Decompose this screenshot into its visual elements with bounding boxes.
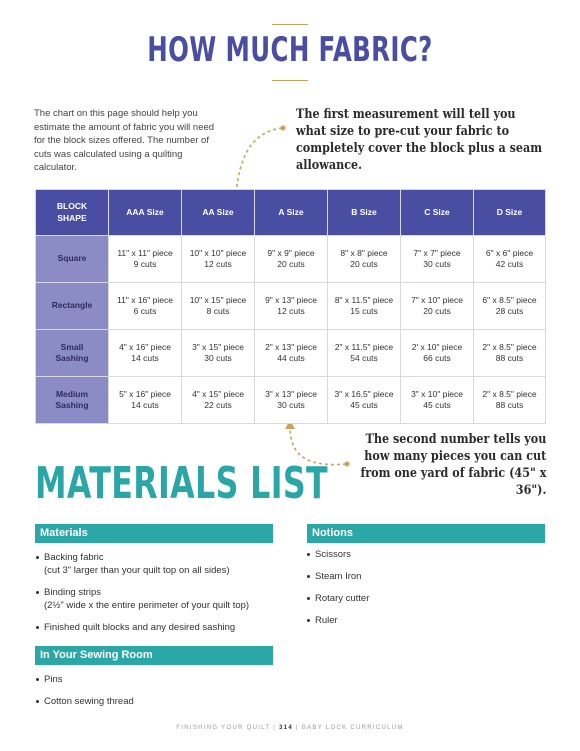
- cell-cuts: 8 cuts: [206, 306, 230, 316]
- cell-size: 11" x 11" piece: [117, 247, 173, 258]
- cell-cuts: 12 cuts: [277, 306, 305, 316]
- cell-size: 6" x 8.5" piece: [482, 294, 537, 305]
- table-cell: [328, 236, 401, 283]
- table-cell: [328, 377, 401, 424]
- cell-size: 10" x 10" piece: [189, 247, 247, 258]
- header-d-size: D Size: [474, 190, 546, 236]
- cell-size: 4" x 15" piece: [192, 388, 244, 399]
- cell-size: 11" x 16" piece: [117, 294, 173, 305]
- cell-size: 2" x 11.5" piece: [334, 341, 394, 352]
- table-cell: [255, 236, 328, 283]
- table-row: [36, 236, 546, 283]
- cell-cuts: 30 cuts: [204, 353, 232, 363]
- list-item: Scissors: [307, 548, 507, 561]
- table-row: [36, 330, 546, 377]
- table-cell: [401, 283, 474, 330]
- cell-cuts: 45 cuts: [423, 400, 451, 410]
- footer-curriculum: BABY LOCK CURRICULUM: [301, 725, 404, 731]
- notions-list: [307, 548, 507, 636]
- cell-size: 8" x 8" piece: [340, 247, 388, 258]
- cell-size: 2' x 10" piece: [411, 341, 463, 352]
- header-aa-size: AA Size: [182, 190, 255, 236]
- list-item: Ruler: [307, 614, 507, 627]
- table-cell: [474, 377, 546, 424]
- table-cell: [474, 283, 546, 330]
- arrow-bottom-dot: [345, 462, 350, 467]
- sewing-room-list: [36, 673, 276, 717]
- page-footer: FINISHING YOUR QUILT | 314 | BABY LOCK CURRICULUM: [176, 725, 404, 731]
- table-header-row: [36, 190, 546, 236]
- cell-size: 2" x 8.5" piece: [482, 388, 537, 399]
- cell-cuts: 20 cuts: [277, 259, 305, 269]
- header-block-shape: BLOCK SHAPE: [36, 190, 109, 236]
- materials-list-title: MATERIALS LIST: [35, 458, 329, 509]
- table-cell: [255, 283, 328, 330]
- cell-size: 7" x 7" piece: [413, 247, 461, 258]
- cell-size: 10" x 15" piece: [189, 294, 247, 305]
- header-b-size: B Size: [328, 190, 401, 236]
- cell-size: 3" x 16.5" piece: [334, 388, 394, 399]
- cell-cuts: 42 cuts: [495, 259, 524, 269]
- table-cell: [109, 283, 182, 330]
- notions-heading: Notions: [307, 524, 545, 543]
- header-a-size: A Size: [255, 190, 328, 236]
- cell-cuts: 66 cuts: [423, 353, 451, 363]
- cell-size: 2" x 8.5" piece: [482, 341, 537, 352]
- callout-first-measurement: The first measurement will tell you what size to pre-cut your fabric to completely cover the block plus a seam allowance.: [296, 107, 543, 173]
- list-item: Rotary cutter: [307, 592, 507, 605]
- cell-size: 9" x 9" piece: [267, 247, 315, 258]
- footer-section: FINISHING YOUR QUILT: [176, 725, 271, 731]
- cell-cuts: 30 cuts: [277, 400, 305, 410]
- cell-size: 3" x 15" piece: [192, 341, 244, 352]
- row-shape-label: Rectangle: [36, 283, 109, 330]
- cell-cuts: 88 cuts: [495, 353, 524, 363]
- cell-cuts: 88 cuts: [495, 400, 524, 410]
- table-cell: [109, 377, 182, 424]
- table-cell: [255, 377, 328, 424]
- table-cell: [328, 330, 401, 377]
- list-item: Steam Iron: [307, 570, 507, 583]
- table-cell: [255, 330, 328, 377]
- table-row: [36, 377, 546, 424]
- arrow-top-dot: [281, 126, 286, 131]
- list-item: Binding strips (2½" wide x the entire perimeter of your quilt top): [36, 586, 286, 612]
- table-cell: [401, 236, 474, 283]
- table-cell: [182, 283, 255, 330]
- cell-cuts: 20 cuts: [350, 259, 378, 269]
- cell-size: 2" x 13" piece: [265, 341, 317, 352]
- table-cell: [474, 236, 546, 283]
- page-title: HOW MUCH FABRIC?: [147, 30, 433, 70]
- table-cell: [109, 330, 182, 377]
- table-cell: [109, 236, 182, 283]
- cell-cuts: 30 cuts: [423, 259, 451, 269]
- cell-size: 3" x 13" piece: [265, 388, 317, 399]
- cell-size: 6" x 6" piece: [485, 247, 534, 258]
- cell-cuts: 14 cuts: [131, 400, 159, 410]
- cell-cuts: 45 cuts: [350, 400, 378, 410]
- cell-size: 8" x 11.5" piece: [334, 294, 394, 305]
- cell-size: 3" x 10" piece: [411, 388, 463, 399]
- table-cell: [182, 377, 255, 424]
- fabric-chart-table: [35, 189, 546, 424]
- table-cell: [401, 377, 474, 424]
- list-item: Backing fabric (cut 3" larger than your quilt top on all sides): [36, 551, 286, 577]
- table-cell: [328, 283, 401, 330]
- row-shape-label: Small Sashing: [36, 330, 109, 377]
- cell-cuts: 12 cuts: [204, 259, 232, 269]
- header-c-size: C Size: [401, 190, 474, 236]
- table-cell: [474, 330, 546, 377]
- materials-list: [36, 551, 286, 643]
- cell-cuts: 15 cuts: [350, 306, 378, 316]
- cell-cuts: 9 cuts: [133, 259, 157, 269]
- materials-heading: Materials: [35, 524, 273, 543]
- cell-size: 7" x 10" piece: [411, 294, 463, 305]
- list-item: Finished quilt blocks and any desired sashing: [36, 621, 286, 634]
- header-aaa-size: AAA Size: [109, 190, 182, 236]
- cell-cuts: 20 cuts: [423, 306, 451, 316]
- cell-cuts: 54 cuts: [350, 353, 378, 363]
- cell-cuts: 14 cuts: [131, 353, 159, 363]
- table-row: [36, 283, 546, 330]
- table-cell: [401, 330, 474, 377]
- page-number: 314: [279, 725, 294, 731]
- sewing-room-heading: In Your Sewing Room: [35, 646, 273, 665]
- cell-cuts: 44 cuts: [277, 353, 305, 363]
- cell-cuts: 28 cuts: [495, 306, 524, 316]
- table-cell: [182, 330, 255, 377]
- row-shape-label: Square: [36, 236, 109, 283]
- cell-cuts: 22 cuts: [204, 400, 232, 410]
- intro-text: The chart on this page should help you estimate the amount of fabric you will need for the block sizes offered. The number of cuts was calculated using a quilting calculator.: [34, 108, 215, 173]
- row-shape-label: Medium Sashing: [36, 377, 109, 424]
- list-item: Cotton sewing thread: [36, 695, 276, 708]
- cell-size: 4" x 16" piece: [119, 341, 171, 352]
- cell-size: 9" x 13" piece: [265, 294, 317, 305]
- table-cell: [182, 236, 255, 283]
- cell-size: 5" x 16" piece: [119, 388, 171, 399]
- cell-cuts: 6 cuts: [133, 306, 157, 316]
- callout-second-number: The second number tells you how many pieces you can cut from one yard of fabric (45" x 36").: [360, 432, 547, 498]
- list-item: Pins: [36, 673, 276, 686]
